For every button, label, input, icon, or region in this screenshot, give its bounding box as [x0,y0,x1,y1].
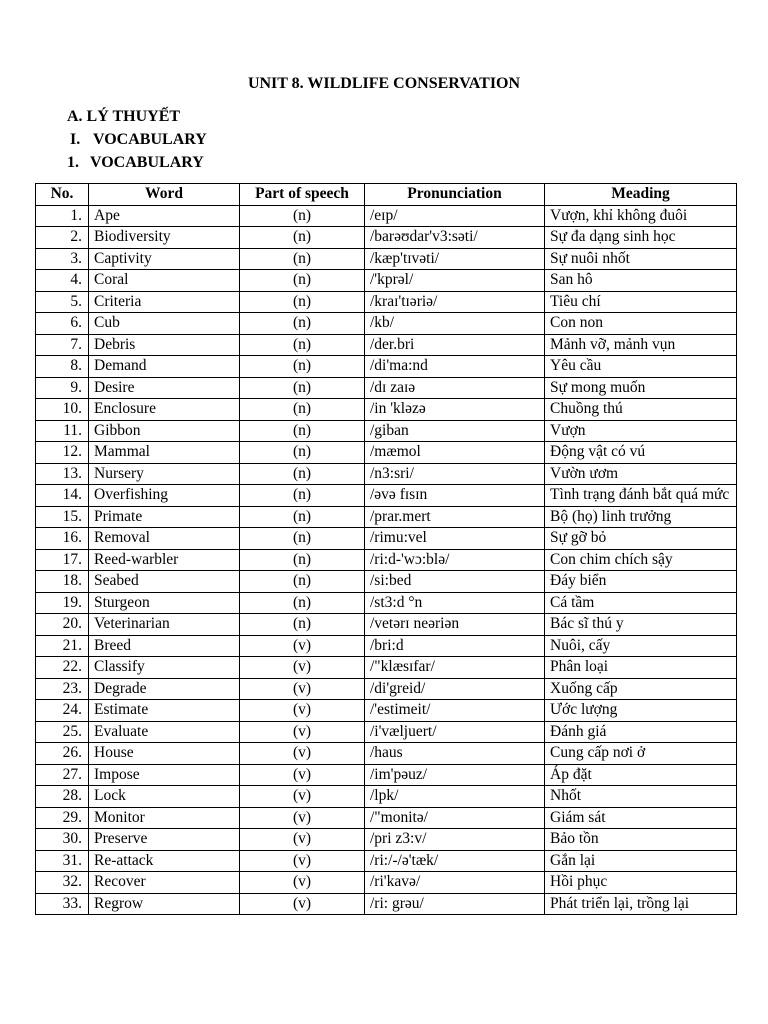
cell-pronunciation: /di'ma:nd [365,356,545,378]
cell-pronunciation: /eɪp/ [365,205,545,227]
cell-pronunciation: /rimu:vel [365,528,545,550]
cell-no: 19. [36,592,89,614]
cell-word: Demand [89,356,240,378]
cell-no: 26. [36,743,89,765]
cell-pronunciation: /lpk/ [365,786,545,808]
cell-no: 11. [36,420,89,442]
cell-word: Ape [89,205,240,227]
cell-part-of-speech: (n) [240,291,365,313]
cell-pronunciation: /"monitə/ [365,807,545,829]
cell-pronunciation: /si:bed [365,571,545,593]
section-number: 1. [67,154,79,171]
cell-part-of-speech: (n) [240,571,365,593]
cell-no: 13. [36,463,89,485]
cell-meaning: Đánh giá [545,721,737,743]
cell-pronunciation: /in 'kləzə [365,399,545,421]
cell-word: Primate [89,506,240,528]
cell-pronunciation: /barəʊdar'v3:səti/ [365,227,545,249]
section-heading-a: A. LÝ THUYẾT [67,108,181,125]
cell-meaning: Xuống cấp [545,678,737,700]
cell-pronunciation: /kraɪ'tɪəriə/ [365,291,545,313]
cell-pronunciation: /dɪ zaɪə [365,377,545,399]
cell-pronunciation: /st3:d °n [365,592,545,614]
cell-part-of-speech: (v) [240,807,365,829]
cell-pronunciation: /mæmol [365,442,545,464]
cell-no: 15. [36,506,89,528]
cell-meaning: Sự gỡ bỏ [545,528,737,550]
cell-word: Mammal [89,442,240,464]
table-row [36,356,737,378]
cell-no: 30. [36,829,89,851]
cell-part-of-speech: (n) [240,528,365,550]
cell-pronunciation: /haus [365,743,545,765]
cell-no: 23. [36,678,89,700]
table-row [36,270,737,292]
document-title: UNIT 8. WILDLIFE CONSERVATION [247,75,521,92]
table-row [36,506,737,528]
cell-meaning: Vượn [545,420,737,442]
table-header-row [36,184,737,206]
cell-pronunciation: /'estimeit/ [365,700,545,722]
cell-meaning: Bác sĩ thú y [545,614,737,636]
cell-no: 8. [36,356,89,378]
header-meaning: Meading [545,184,737,206]
cell-part-of-speech: (n) [240,248,365,270]
cell-meaning: Áp đặt [545,764,737,786]
header-part-of-speech: Part of speech [240,184,365,206]
section-label: VOCABULARY [90,154,204,171]
cell-meaning: Giám sát [545,807,737,829]
cell-no: 20. [36,614,89,636]
cell-pronunciation: /'kprəl/ [365,270,545,292]
cell-meaning: Yêu cầu [545,356,737,378]
cell-meaning: San hô [545,270,737,292]
section-number: I. [70,131,81,148]
cell-meaning: Phân loại [545,657,737,679]
cell-part-of-speech: (n) [240,506,365,528]
table-row [36,399,737,421]
cell-word: Classify [89,657,240,679]
table-row [36,377,737,399]
cell-meaning: Bộ (họ) linh trưởng [545,506,737,528]
cell-word: Reed-warbler [89,549,240,571]
table-row [36,592,737,614]
cell-pronunciation: /der.bri [365,334,545,356]
cell-part-of-speech: (v) [240,829,365,851]
cell-part-of-speech: (v) [240,743,365,765]
cell-meaning: Vượn, khỉ không đuôi [545,205,737,227]
cell-word: Sturgeon [89,592,240,614]
table-row [36,829,737,851]
cell-pronunciation: /əvə fɪsɪn [365,485,545,507]
cell-no: 5. [36,291,89,313]
header-pronunciation: Pronunciation [365,184,545,206]
table-row [36,764,737,786]
cell-pronunciation: /pri z3:v/ [365,829,545,851]
cell-meaning: Sự mong muốn [545,377,737,399]
cell-no: 10. [36,399,89,421]
cell-pronunciation: /vetərɪ neəriən [365,614,545,636]
header-no: No. [36,184,89,206]
cell-part-of-speech: (n) [240,442,365,464]
cell-part-of-speech: (n) [240,549,365,571]
cell-word: Regrow [89,893,240,915]
cell-pronunciation: /kb/ [365,313,545,335]
cell-word: Gibbon [89,420,240,442]
cell-meaning: Sự nuôi nhốt [545,248,737,270]
cell-meaning: Nuôi, cấy [545,635,737,657]
cell-no: 4. [36,270,89,292]
cell-no: 6. [36,313,89,335]
cell-no: 33. [36,893,89,915]
cell-meaning: Động vật có vú [545,442,737,464]
cell-pronunciation: /n3:sri/ [365,463,545,485]
table-row [36,248,737,270]
cell-meaning: Vườn ươm [545,463,737,485]
cell-word: Captivity [89,248,240,270]
table-row [36,893,737,915]
cell-part-of-speech: (n) [240,420,365,442]
cell-no: 3. [36,248,89,270]
cell-meaning: Ước lượng [545,700,737,722]
cell-word: Removal [89,528,240,550]
cell-pronunciation: /im'pəuz/ [365,764,545,786]
cell-part-of-speech: (n) [240,334,365,356]
cell-no: 2. [36,227,89,249]
cell-no: 9. [36,377,89,399]
cell-word: Desire [89,377,240,399]
table-row [36,420,737,442]
cell-word: Enclosure [89,399,240,421]
cell-no: 27. [36,764,89,786]
cell-word: Cub [89,313,240,335]
cell-no: 12. [36,442,89,464]
cell-no: 24. [36,700,89,722]
cell-pronunciation: /bri:d [365,635,545,657]
cell-word: Seabed [89,571,240,593]
cell-word: Estimate [89,700,240,722]
cell-pronunciation: /kæp'tɪvəti/ [365,248,545,270]
section-label: VOCABULARY [93,131,207,148]
cell-part-of-speech: (n) [240,356,365,378]
cell-no: 17. [36,549,89,571]
cell-meaning: Con non [545,313,737,335]
cell-part-of-speech: (n) [240,377,365,399]
table-row [36,442,737,464]
cell-no: 16. [36,528,89,550]
cell-meaning: Hồi phục [545,872,737,894]
cell-word: Preserve [89,829,240,851]
cell-pronunciation: /ri: grəu/ [365,893,545,915]
table-row [36,291,737,313]
table-row [36,657,737,679]
cell-word: Monitor [89,807,240,829]
cell-part-of-speech: (v) [240,700,365,722]
table-row [36,872,737,894]
cell-no: 25. [36,721,89,743]
cell-no: 22. [36,657,89,679]
cell-no: 31. [36,850,89,872]
table-row [36,786,737,808]
header-word: Word [89,184,240,206]
table-row [36,549,737,571]
cell-word: Breed [89,635,240,657]
cell-no: 14. [36,485,89,507]
cell-pronunciation: /i'væljuert/ [365,721,545,743]
cell-part-of-speech: (n) [240,592,365,614]
cell-meaning: Chuồng thú [545,399,737,421]
table-row [36,485,737,507]
cell-meaning: Nhốt [545,786,737,808]
cell-word: Biodiversity [89,227,240,249]
cell-meaning: Bảo tồn [545,829,737,851]
cell-word: Overfishing [89,485,240,507]
table-row [36,743,737,765]
cell-part-of-speech: (v) [240,872,365,894]
table-row [36,678,737,700]
cell-part-of-speech: (n) [240,614,365,636]
cell-meaning: Tình trạng đánh bắt quá mức [545,485,737,507]
cell-part-of-speech: (v) [240,657,365,679]
table-row [36,528,737,550]
cell-part-of-speech: (n) [240,463,365,485]
cell-part-of-speech: (v) [240,764,365,786]
cell-part-of-speech: (v) [240,850,365,872]
cell-pronunciation: /giban [365,420,545,442]
cell-meaning: Cá tầm [545,592,737,614]
cell-part-of-speech: (v) [240,678,365,700]
cell-meaning: Phát triển lại, trồng lại [545,893,737,915]
section-heading-vocabulary-arabic [67,152,204,174]
cell-part-of-speech: (n) [240,227,365,249]
cell-meaning: Tiêu chí [545,291,737,313]
table-row [36,571,737,593]
cell-part-of-speech: (v) [240,721,365,743]
cell-word: Degrade [89,678,240,700]
cell-word: Impose [89,764,240,786]
cell-meaning: Mảnh vỡ, mảnh vụn [545,334,737,356]
cell-part-of-speech: (v) [240,893,365,915]
cell-word: Re-attack [89,850,240,872]
cell-part-of-speech: (v) [240,786,365,808]
cell-word: Nursery [89,463,240,485]
cell-part-of-speech: (n) [240,270,365,292]
cell-part-of-speech: (n) [240,399,365,421]
cell-no: 32. [36,872,89,894]
section-heading-vocabulary-roman [70,129,207,151]
cell-meaning: Con chim chích sậy [545,549,737,571]
cell-part-of-speech: (n) [240,485,365,507]
cell-meaning: Đáy biển [545,571,737,593]
cell-word: Lock [89,786,240,808]
vocabulary-table [35,183,737,915]
cell-meaning: Sự đa dạng sinh học [545,227,737,249]
cell-word: Recover [89,872,240,894]
table-row [36,313,737,335]
table-row [36,721,737,743]
cell-meaning: Cung cấp nơi ở [545,743,737,765]
cell-meaning: Gắn lại [545,850,737,872]
cell-part-of-speech: (n) [240,313,365,335]
cell-word: Coral [89,270,240,292]
table-row [36,334,737,356]
cell-word: Criteria [89,291,240,313]
table-row [36,614,737,636]
cell-no: 28. [36,786,89,808]
cell-no: 29. [36,807,89,829]
cell-pronunciation: /"klæsɪfar/ [365,657,545,679]
cell-word: Veterinarian [89,614,240,636]
cell-pronunciation: /ri:/-/ə'tæk/ [365,850,545,872]
table-row [36,807,737,829]
cell-part-of-speech: (v) [240,635,365,657]
cell-pronunciation: /ri:d-'wɔ:blə/ [365,549,545,571]
cell-pronunciation: /ri'kavə/ [365,872,545,894]
cell-pronunciation: /prar.mert [365,506,545,528]
table-row [36,463,737,485]
cell-no: 1. [36,205,89,227]
cell-word: Evaluate [89,721,240,743]
table-row [36,635,737,657]
cell-no: 7. [36,334,89,356]
cell-no: 18. [36,571,89,593]
cell-word: Debris [89,334,240,356]
table-row [36,205,737,227]
cell-word: House [89,743,240,765]
cell-pronunciation: /di'greid/ [365,678,545,700]
cell-no: 21. [36,635,89,657]
table-row [36,700,737,722]
cell-part-of-speech: (n) [240,205,365,227]
table-row [36,227,737,249]
table-body [36,205,737,915]
table-row [36,850,737,872]
